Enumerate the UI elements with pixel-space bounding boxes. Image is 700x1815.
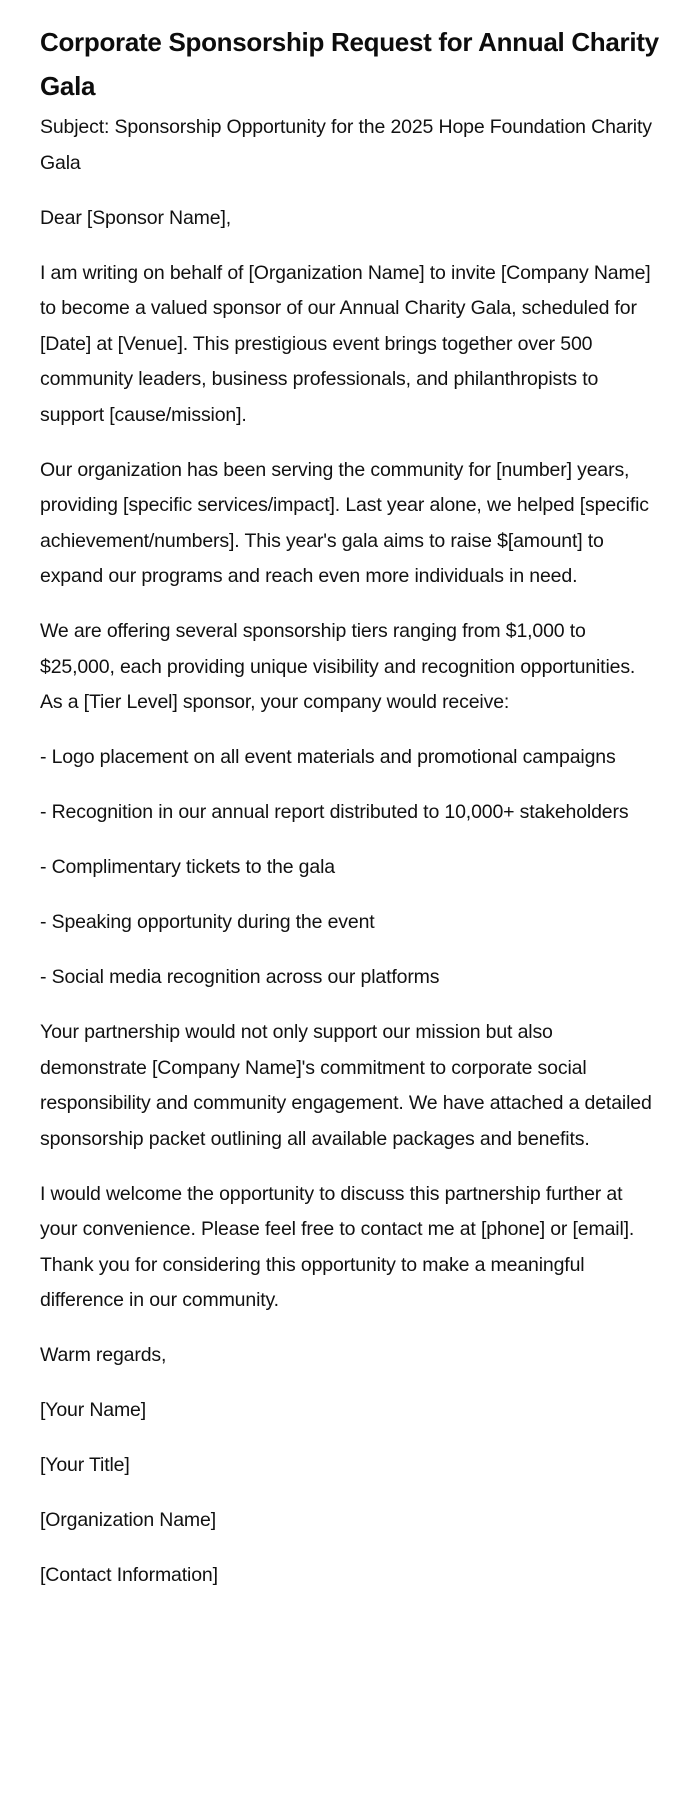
benefit-item: - Recognition in our annual report distributed to 10,000+ stakeholders	[40, 801, 629, 823]
signature-title: [Your Title]	[40, 1454, 130, 1476]
signature-contact: [Contact Information]	[40, 1564, 218, 1586]
body-paragraph-tiers: We are offering several sponsorship tiers ranging from $1,000 to $25,000, each providing unique visibility and recognition opportunities. As a [Tier Level] sponsor, your company would receive:	[40, 620, 636, 713]
body-paragraph-partnership: Your partnership would not only support our mission but also demonstrate [Company Name]'s commitment to corporate social responsibility and community engagement. We have attached a detailed sponsorship packet outlining all available packages and benefits.	[40, 1021, 652, 1150]
benefit-item: - Complimentary tickets to the gala	[40, 856, 335, 878]
benefit-item: - Logo placement on all event materials and promotional campaigns	[40, 746, 616, 768]
signature-name: [Your Name]	[40, 1399, 147, 1421]
letter-title: Corporate Sponsorship Request for Annual Charity Gala	[40, 27, 659, 101]
body-paragraph-contact: I would welcome the opportunity to discuss this partnership further at your convenience. Please feel free to contact me at [phone] or [email]. Thank you for considering this opportunity to make a meaningful difference in our community.	[40, 1182, 635, 1311]
salutation: Dear [Sponsor Name],	[40, 206, 232, 229]
subject-line: Subject: Sponsorship Opportunity for the 2025 Hope Foundation Charity Gala	[40, 116, 652, 174]
benefit-item: - Speaking opportunity during the event	[40, 911, 375, 933]
signature-organization: [Organization Name]	[40, 1509, 216, 1531]
body-paragraph-intro: I am writing on behalf of [Organization Name] to invite [Company Name] to become a valued sponsor of our Annual Charity Gala, scheduled for [Date] at [Venue]. This prestigious event brings together over 500 community leaders, business professionals, and philanthropists to support [cause/mission].	[40, 261, 651, 426]
benefit-item: - Social media recognition across our platforms	[40, 966, 440, 988]
body-paragraph-background: Our organization has been serving the community for [number] years, providing [specific services/impact]. Last year alone, we helped [specific achievement/numbers]. This year's gala aims to raise $[amount] to expand our programs and reach even more individuals in need.	[40, 458, 649, 587]
signoff: Warm regards,	[40, 1344, 167, 1366]
